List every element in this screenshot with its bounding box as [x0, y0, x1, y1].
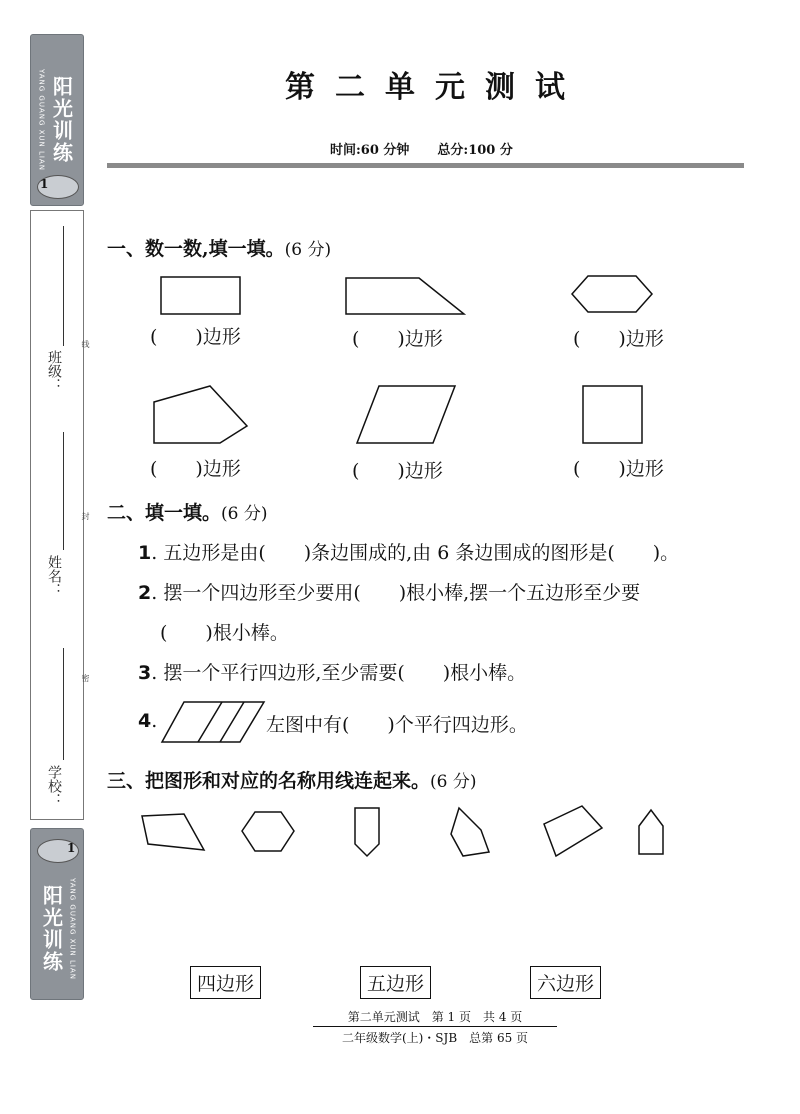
question-text: . 摆一个平行四边形,至少需要( )根小棒。 — [151, 662, 527, 684]
exam-info — [330, 139, 541, 158]
exam-score: 总分:100 分 — [437, 143, 513, 158]
section2-heading: 二、填一填。 — [107, 502, 222, 524]
section1-blank-4: ( )边形 — [150, 458, 241, 480]
match-name-pentagon[interactable]: 五边形 — [360, 966, 431, 999]
question-2-4-number — [138, 710, 157, 732]
school-line — [63, 648, 64, 760]
section1-blank-6: ( )边形 — [573, 458, 664, 480]
brand-badge: 1 — [67, 841, 76, 855]
shape-pentagon — [152, 384, 250, 446]
question-dot: . — [151, 710, 158, 732]
question-number: 1 — [138, 542, 152, 564]
brand-pinyin: YANG GUANG XUN LIAN — [37, 69, 46, 171]
match-shape-quadrilateral-1[interactable] — [140, 812, 206, 852]
section1-title — [107, 234, 331, 261]
mark-mi: 密 — [81, 674, 90, 682]
question-number: 3 — [138, 662, 152, 684]
footer-book-info: 二年级数学(上)・SJB 总第 65 页 — [341, 1031, 529, 1045]
match-shape-quadrilateral-2[interactable] — [542, 804, 604, 858]
question-text: . 摆一个四边形至少要用( )根小棒,摆一个五边形至少要 — [151, 582, 641, 604]
match-shape-pentagon-irregular[interactable] — [449, 806, 493, 858]
class-line — [63, 226, 64, 346]
question-2-2 — [138, 578, 640, 605]
match-shape-house-pentagon[interactable] — [637, 808, 667, 856]
brand-logo-top — [30, 34, 84, 206]
question-2-1 — [138, 538, 679, 565]
section1-blank-1: ( )边形 — [150, 326, 241, 348]
brand-name: 阳光训练 — [49, 76, 74, 164]
match-name-quadrilateral[interactable]: 四边形 — [190, 966, 261, 999]
section1-blank-3: ( )边形 — [573, 328, 664, 350]
question-text: . 五边形是由( )条边围成的,由 6 条边围成的图形是( )。 — [151, 542, 680, 564]
match-name-hexagon[interactable]: 六边形 — [530, 966, 601, 999]
footer-page-info: 第二单元测试 第 1 页 共 4 页 — [347, 1010, 523, 1024]
section3-points: (6 分) — [430, 772, 477, 792]
question-2-2-cont: ( )根小棒。 — [160, 622, 289, 644]
section1-blank-5: ( )边形 — [352, 460, 443, 482]
section2-points: (6 分) — [221, 504, 268, 524]
section2-title — [107, 498, 268, 525]
shape-parallelogram-split — [160, 700, 266, 744]
section1-blank-2: ( )边形 — [352, 328, 443, 350]
brand-name: 阳光训练 — [39, 885, 64, 973]
question-2-3 — [138, 658, 526, 685]
question-number: 2 — [138, 582, 152, 604]
header-rule — [107, 163, 744, 168]
question-2-4-text: 左图中有( )个平行四边形。 — [266, 714, 528, 736]
school-label: 学校： — [46, 765, 62, 807]
question-number: 4 — [138, 710, 152, 732]
brand-pinyin: YANG GUANG XUN LIAN — [68, 878, 77, 980]
section1-points: (6 分) — [284, 240, 332, 260]
mark-feng: 封 — [81, 512, 90, 520]
mark-xian: 线 — [81, 340, 90, 348]
match-shape-pentagon-arrow[interactable] — [353, 806, 381, 858]
name-label: 姓名： — [46, 555, 62, 597]
brand-badge: 1 — [40, 177, 49, 191]
shape-square — [582, 385, 644, 445]
match-shape-hexagon[interactable] — [240, 810, 296, 854]
exam-time: 时间:60 分钟 — [330, 143, 410, 158]
shape-right-trapezoid — [344, 276, 466, 316]
brand-logo-bottom — [30, 828, 84, 1000]
binding-strip — [30, 210, 84, 820]
class-label: 班级： — [46, 350, 62, 392]
page-title: 第二单元测试 — [285, 70, 585, 105]
section3-title — [107, 766, 477, 793]
shape-hexagon — [570, 274, 654, 316]
shape-parallelogram — [355, 384, 457, 446]
name-line — [63, 432, 64, 550]
footer-rule — [313, 1026, 557, 1027]
section1-heading: 一、数一数,填一填。 — [107, 238, 285, 260]
shape-rectangle — [160, 276, 242, 316]
section3-heading: 三、把图形和对应的名称用线连起来。 — [107, 770, 431, 792]
